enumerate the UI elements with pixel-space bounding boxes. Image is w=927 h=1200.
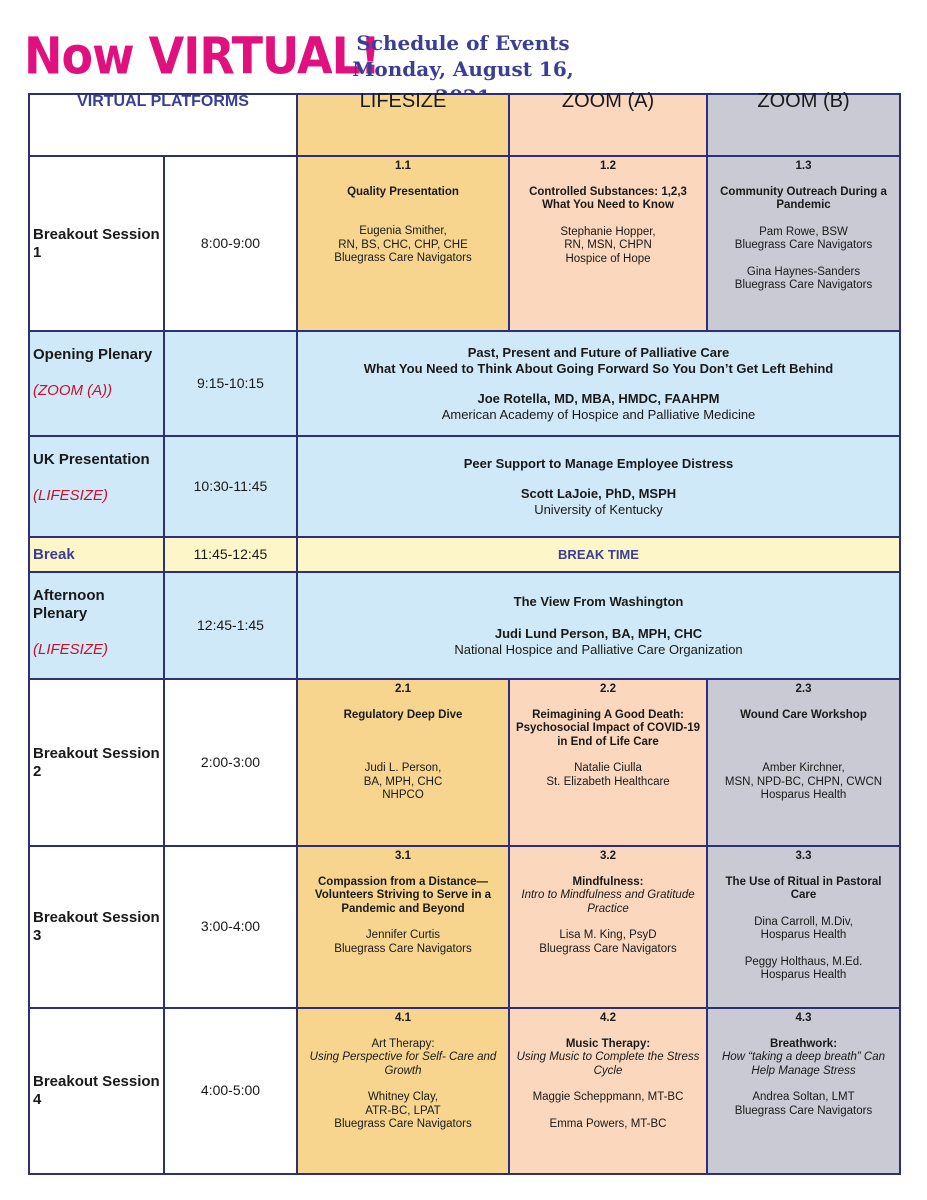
afternoon-plenary-session [297,572,900,679]
schedule-table [28,90,901,1175]
session-subtitle: Using Music to Complete the Stress Cycle [516,1051,700,1077]
uk-presentation-session [297,436,900,537]
speaker-name: Maggie Scheppmann, MT-BC [532,1091,684,1103]
speaker-name-2: Emma Powers, MT-BC [549,1117,667,1130]
speaker-credentials: BA, MPH, CHC [363,775,443,788]
session-code: 1.2 [600,160,616,172]
speaker-name: Natalie Ciulla [574,762,642,774]
session-code: 3.1 [395,850,411,862]
session-1-2 [509,156,707,331]
session-code: 2.3 [795,683,812,695]
row-time: 3:00-4:00 [164,846,297,1008]
header-row [29,94,900,156]
speaker-credentials: RN, BS, CHC, CHP, CHE [338,238,468,251]
session-code: 4.3 [795,1012,812,1024]
session-2-1 [297,679,509,846]
session-code: 3.3 [795,850,812,862]
session-subtitle: How “taking a deep breath” Can Help Manage Stress [721,1051,885,1077]
now-virtual-banner: Now VIRTUAL! [24,26,380,86]
speaker-name: Joe Rotella, MD, MBA, HMDC, FAAHPM [477,390,720,406]
speaker-name: Eugenia Smither, [359,225,447,237]
session-title: Regulatory Deep Dive [343,708,463,721]
speaker-org: Hospice of Hope [565,252,651,265]
session-title: Mindfulness: [572,875,644,888]
row-label [29,572,164,679]
session-title: Quality Presentation [347,185,459,198]
session-1-1 [297,156,509,331]
speaker-org: Bluegrass Care Navigators [734,1104,873,1117]
session-title: Wound Care Workshop [740,708,867,721]
row-label [29,436,164,537]
row-label: Breakout Session 4 [29,1008,164,1174]
speaker-org: Bluegrass Care Navigators [334,1118,472,1130]
speaker-name-2: Gina Haynes-Sanders [746,265,861,278]
session-4-1 [297,1008,509,1174]
row-time: 9:15-10:15 [164,331,297,436]
session-code: 4.1 [395,1012,411,1024]
session-code: 1.3 [795,160,812,172]
speaker-credentials: ATR-BC, LPAT [365,1104,441,1117]
session-subtitle: Using Perspective for Self- Care and Growth [309,1051,497,1077]
session-title: Peer Support to Manage Employee Distress [463,455,734,471]
session-code: 2.1 [395,683,411,695]
header-lifesize: LIFESIZE [297,94,509,156]
row-time: 10:30-11:45 [164,436,297,537]
speaker-name: Judi Lund Person, BA, MPH, CHC [494,625,703,641]
header-zoom-a: ZOOM (A) [509,94,707,156]
row-time: 2:00-3:00 [164,679,297,846]
row-venue: (LIFESIZE) [33,487,109,504]
speaker-org: American Academy of Hospice and Palliative Medicine [441,406,756,422]
breakout-1-row [29,156,900,331]
page-title: Schedule of Events [356,31,570,55]
row-label [29,331,164,436]
speaker-name: Amber Kirchner, [762,762,845,774]
session-code: 1.1 [395,160,411,172]
breakout-2-row [29,679,900,846]
session-title: Music Therapy: [565,1037,651,1050]
row-label-text: Afternoon Plenary [33,587,105,622]
afternoon-plenary-row [29,572,900,679]
row-label-text: Opening Plenary [33,346,153,363]
breakout-4-row [29,1008,900,1174]
speaker-name: Scott LaJoie, PhD, MSPH [520,485,677,501]
speaker-org: St. Elizabeth Healthcare [546,775,670,788]
row-label: Breakout Session 1 [29,156,164,331]
speaker-name: Pam Rowe, BSW [759,225,848,238]
session-4-3 [707,1008,900,1174]
session-title: The Use of Ritual in Pastoral Care [725,875,882,901]
session-3-1 [297,846,509,1008]
row-label: Breakout Session 3 [29,846,164,1008]
speaker-name-2: Peggy Holthaus, M.Ed. [744,955,863,968]
row-label: Breakout Session 2 [29,679,164,846]
speaker-name: Whitney Clay, [367,1091,439,1103]
speaker-org-2: Bluegrass Care Navigators [734,279,873,291]
speaker-org: University of Kentucky [534,501,663,517]
session-title: Community Outreach During a Pandemic [720,185,887,211]
event-date: Monday, August 16, [352,57,574,81]
speaker-credentials: MSN, NPD-BC, CHPN, CWCN [724,775,883,788]
speaker-credentials: RN, MSN, CHPN [564,239,652,251]
session-title: Past, Present and Future of Palliative Care [467,344,730,360]
row-venue: (LIFESIZE) [33,641,109,658]
session-code: 3.2 [600,850,616,862]
row-time: 8:00-9:00 [164,156,297,331]
session-title: Reimagining A Good Death: Psychosocial Impact of COVID-19 in End of Life Care [515,708,701,748]
session-3-3 [707,846,900,1008]
row-time: 4:00-5:00 [164,1008,297,1174]
speaker-name: Dina Carroll, M.Div, [754,915,853,928]
speaker-name: Stephanie Hopper, [560,225,656,238]
row-venue: (ZOOM (A)) [33,382,113,399]
session-title: Art Therapy: [371,1037,435,1050]
session-title: The View From Washington [513,593,684,609]
row-time: 11:45-12:45 [164,537,297,572]
speaker-org-2: Hosparus Health [760,969,847,981]
speaker-org: National Hospice and Palliative Care Organization [454,641,743,657]
session-3-2 [509,846,707,1008]
speaker-org: Bluegrass Care Navigators [334,252,472,264]
session-title: Controlled Substances: 1,2,3 What You Need to Know [529,185,687,211]
speaker-name: Jennifer Curtis [365,929,441,941]
speaker-name: Andrea Soltan, LMT [752,1091,855,1103]
session-2-3 [707,679,900,846]
speaker-org: Hosparus Health [760,929,847,941]
row-time: 12:45-1:45 [164,572,297,679]
session-subtitle: What You Need to Think About Going Forward So You Don’t Get Left Behind [363,360,834,376]
speaker-name: Judi L. Person, [364,762,442,774]
opening-plenary-session [297,331,900,436]
session-code: 4.2 [600,1012,616,1024]
breakout-3-row [29,846,900,1008]
break-row [29,537,900,572]
session-title: Breathwork: [769,1037,838,1050]
break-time-text: BREAK TIME [297,537,900,572]
session-code: 2.2 [600,683,616,695]
opening-plenary-row [29,331,900,436]
speaker-org: Bluegrass Care Navigators [334,942,472,955]
session-2-2 [509,679,707,846]
uk-presentation-row [29,436,900,537]
row-label-text: UK Presentation [33,451,150,468]
header-virtual-platforms: VIRTUAL PLATFORMS [29,94,297,156]
session-subtitle: Intro to Mindfulness and Gratitude Practice [521,889,695,915]
row-label: Break [29,537,164,572]
session-4-2 [509,1008,707,1174]
header-zoom-b: ZOOM (B) [707,94,900,156]
speaker-org: NHPCO [382,789,424,801]
speaker-org: Bluegrass Care Navigators [539,942,677,955]
session-1-3 [707,156,900,331]
speaker-org: Bluegrass Care Navigators [734,239,873,251]
session-title: Compassion from a Distance—Volunteers Striving to Serve in a Pandemic and Beyond [314,875,492,915]
speaker-org: Hosparus Health [760,789,847,801]
speaker-name: Lisa M. King, PsyD [559,929,657,941]
